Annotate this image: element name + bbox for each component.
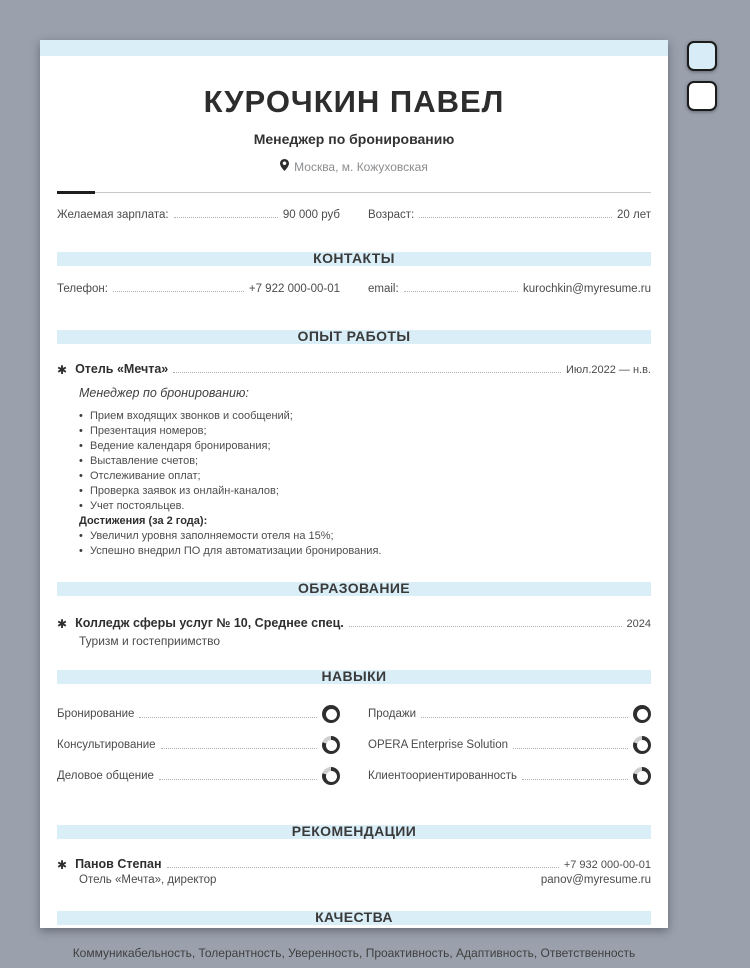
dotted-leader (161, 748, 317, 749)
dotted-leader (349, 626, 622, 627)
skills-grid (57, 705, 651, 785)
duty-item: • Проверка заявок из онлайн-каналов; (79, 484, 651, 499)
dotted-leader (174, 217, 278, 218)
dotted-leader (522, 779, 628, 780)
skill-row (57, 705, 340, 723)
person-job-title: Менеджер по бронированию (253, 131, 455, 147)
qualities-text: Коммуникабельность, Толерантность, Уверенность, Проактивность, Адаптивность, Ответственность (72, 946, 636, 960)
salary-field (57, 209, 340, 221)
phone-field (57, 283, 340, 295)
dotted-leader (421, 717, 628, 718)
section-title: КАЧЕСТВА (315, 909, 393, 925)
page-accent-strip (40, 40, 668, 56)
info-row (57, 209, 651, 221)
referee-name: Панов Степан (75, 857, 162, 871)
skill-gauge (633, 736, 651, 754)
skill-gauge (633, 767, 651, 785)
duty-item: • Презентация номеров; (79, 424, 651, 439)
referee-org: Отель «Мечта», директор (79, 874, 217, 886)
graduation-year: 2024 (626, 618, 651, 630)
location-text: Москва, м. Кожуховская (294, 159, 428, 174)
skill-gauge (322, 705, 340, 723)
duty-item: • Отслеживание оплат; (79, 469, 651, 484)
skill-label: Продажи (368, 708, 417, 720)
referee-phone: +7 932 000-00-01 (563, 859, 651, 871)
dotted-leader (513, 748, 628, 749)
skill-label: Бронирование (57, 708, 135, 720)
dotted-leader (139, 717, 317, 718)
experience-entry (57, 362, 651, 559)
theme-swatch-white[interactable] (687, 81, 717, 111)
dotted-leader (159, 779, 317, 780)
section-title: ОБРАЗОВАНИЕ (297, 580, 411, 596)
skill-row (368, 767, 651, 785)
dotted-leader (419, 217, 612, 218)
skill-gauge (633, 705, 651, 723)
location-pin-icon (280, 159, 289, 174)
skill-label: Консультирование (57, 739, 156, 751)
section-title: НАВЫКИ (321, 668, 387, 684)
duty-item: • Ведение календаря бронирования; (79, 439, 651, 454)
skill-row (368, 736, 651, 754)
achievements-heading: Достижения (за 2 года): (79, 515, 208, 527)
school-name: Колледж сферы услуг № 10, Среднее спец. (75, 616, 344, 630)
email-label: email: (368, 283, 399, 295)
section-header-recommendations (57, 825, 651, 839)
skill-gauge (322, 767, 340, 785)
experience-entry-head (57, 362, 651, 376)
section-title: ОПЫТ РАБОТЫ (297, 328, 411, 344)
achievement-item: • Успешно внедрил ПО для автоматизации бронирования. (79, 544, 651, 559)
position-title: Менеджер по бронированию: (79, 386, 249, 400)
email-value: kurochkin@myresume.ru (523, 283, 651, 295)
header-divider (57, 191, 651, 194)
dotted-leader (404, 291, 518, 292)
age-value: 20 лет (617, 209, 651, 221)
skill-label: Деловое общение (57, 770, 154, 782)
duty-list (79, 409, 651, 514)
duty-item: • Учет постояльцев. (79, 499, 651, 514)
skill-row (368, 705, 651, 723)
salary-value: 90 000 руб (282, 209, 340, 221)
specialty: Туризм и гостеприимство (79, 634, 221, 648)
resume-page (40, 40, 668, 960)
section-title: КОНТАКТЫ (313, 250, 395, 266)
skill-gauge (322, 736, 340, 754)
section-header-skills (57, 670, 651, 684)
theme-swatch-blue[interactable] (687, 41, 717, 71)
asterisk-icon: ✱ (57, 363, 68, 377)
skills-left-column (57, 705, 340, 785)
recommendation-subrow (79, 874, 651, 886)
dotted-leader (113, 291, 244, 292)
skill-row (57, 736, 340, 754)
section-header-experience (57, 330, 651, 344)
contacts-row (57, 283, 651, 295)
phone-value: +7 922 000-00-01 (248, 283, 340, 295)
person-name: КУРОЧКИН ПАВЕЛ (203, 84, 505, 119)
section-title: РЕКОМЕНДАЦИИ (291, 823, 417, 839)
achievement-list (79, 529, 651, 559)
person-location (57, 159, 651, 174)
phone-label: Телефон: (57, 283, 108, 295)
education-entry (57, 616, 651, 648)
theme-swatch-panel (687, 41, 717, 111)
asterisk-icon: ✱ (57, 617, 68, 631)
section-header-contacts (57, 252, 651, 266)
referee-email: panov@myresume.ru (540, 874, 651, 886)
duty-item: • Прием входящих звонков и сообщений; (79, 409, 651, 424)
dotted-leader (173, 372, 561, 373)
skill-label: OPERA Enterprise Solution (368, 739, 508, 751)
education-entry-head (57, 616, 651, 630)
duty-item: • Выставление счетов; (79, 454, 651, 469)
email-field (368, 283, 651, 295)
skills-right-column (368, 705, 651, 785)
achievement-item: • Увеличил уровня заполняемости отеля на 15%; (79, 529, 651, 544)
age-label: Возраст: (368, 209, 415, 221)
section-header-qualities (57, 911, 651, 925)
skill-row (57, 767, 340, 785)
age-field (368, 209, 651, 221)
asterisk-icon: ✱ (57, 858, 68, 872)
dotted-leader (167, 867, 559, 868)
skill-label: Клиентоориентированность (368, 770, 518, 782)
recommendation-entry (57, 857, 651, 886)
recommendation-entry-head (57, 857, 651, 871)
company-name: Отель «Мечта» (75, 362, 169, 376)
section-header-education (57, 582, 651, 596)
salary-label: Желаемая зарплата: (57, 209, 169, 221)
work-period: Июл.2022 — н.в. (565, 364, 651, 376)
